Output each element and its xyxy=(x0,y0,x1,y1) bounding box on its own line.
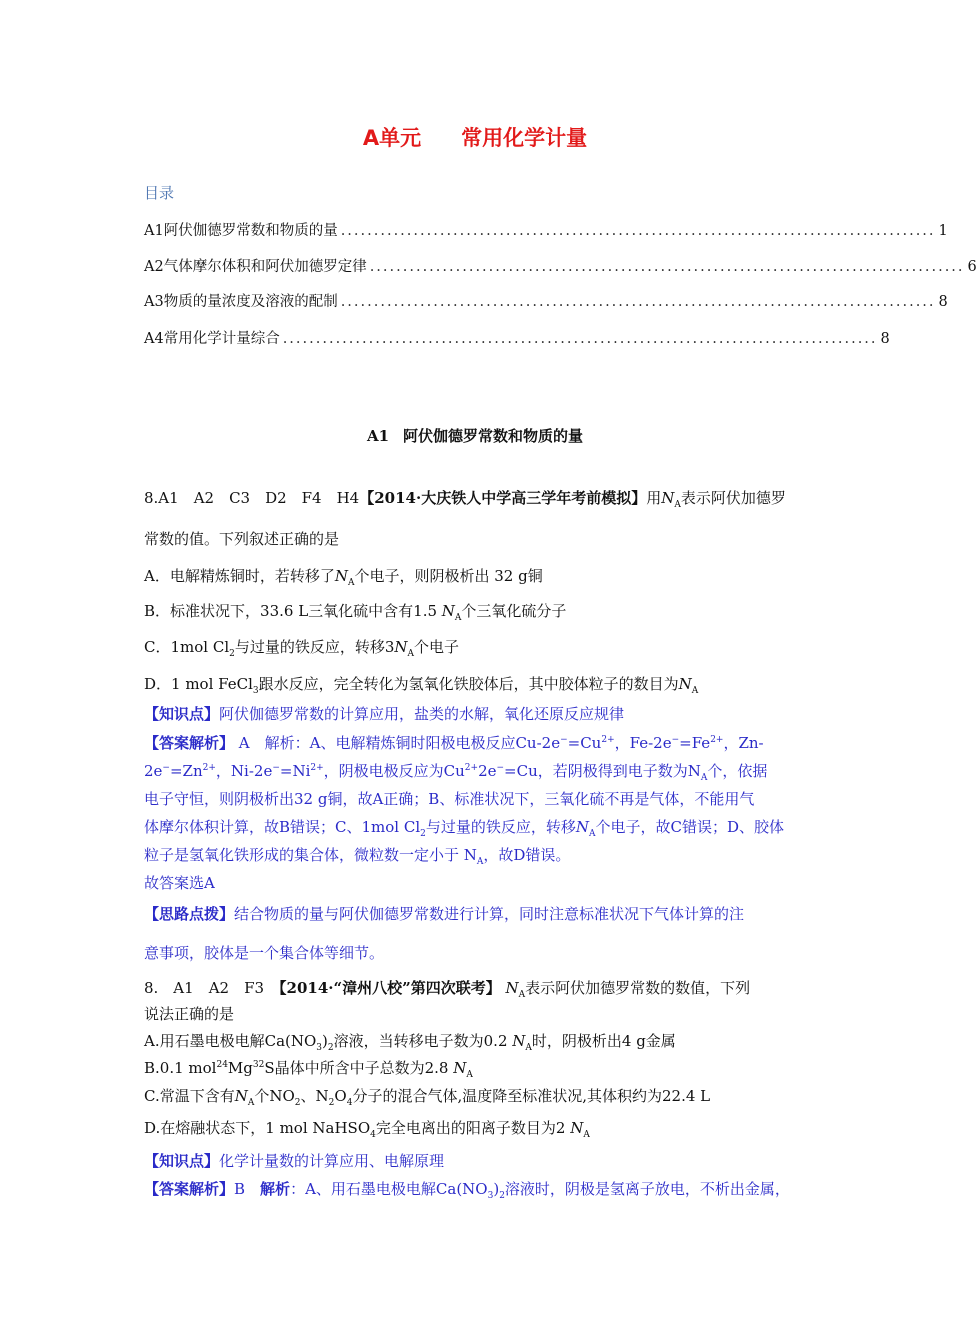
q2-opt-text: 时，阴极析出4 g金属 xyxy=(531,1032,676,1050)
q1-answer-line3: 电子守恒，则阴极析出32 g铜，故A正确；B、标准状况下，三氧化硫不再是气体，不能用气 xyxy=(144,790,755,808)
answer-text: 2e xyxy=(478,762,497,780)
q2-opt-text: 完全电离出的阳离子数目为2 xyxy=(375,1119,566,1137)
section-code: A1 xyxy=(366,427,390,445)
toc-heading[interactable]: 目录 xyxy=(144,184,175,202)
na-symbol: N xyxy=(575,818,590,836)
q2-opt-text: O xyxy=(334,1087,347,1105)
answer-text: =Cu xyxy=(567,734,602,752)
answer-text: A 解析：A、电解精炼铜时阳极电极反应Cu-2e xyxy=(234,734,561,752)
q2-opt-text: D.在熔融状态下，1 mol NaHSO xyxy=(144,1119,371,1137)
q2-codes: 8. A1 A2 F3 xyxy=(144,979,280,997)
answer-text: =Zn xyxy=(169,762,203,780)
q1-answer-line4: 体摩尔体积计算，故B错误；C、1mol $Cl_2$与过量的铁反应，转移$N_A$个电子，故C错误；D、胶体 xyxy=(144,818,785,839)
q2-opt-text: S晶体中所含中子总数为2.8 xyxy=(264,1059,449,1077)
answer-text: ，Zn- xyxy=(723,734,764,752)
q1-opt-b1: B．标准状况下，33.6 L三氧化硫中含有1.5 xyxy=(144,602,438,620)
toc-leader: .......................................................................................... xyxy=(369,259,965,275)
answer-text: 与过量的铁反应，转移 xyxy=(425,818,576,836)
answer-tag: 【答案解析】 xyxy=(144,1180,235,1198)
na-subscript: A xyxy=(347,578,355,588)
na-subscript: A xyxy=(247,1098,255,1108)
toc-item-code: A2 xyxy=(144,259,164,275)
q2-source: 【2014·“漳州八校”第四次联考】 xyxy=(279,979,501,997)
knowledge-text: 阿伏伽德罗常数的计算应用，盐类的水解，氧化还原反应规律 xyxy=(219,705,625,723)
toc-item-a1[interactable] xyxy=(144,219,948,240)
q2-opt-text: ) xyxy=(322,1032,328,1050)
na-symbol: N xyxy=(234,1087,248,1105)
q2-opt-text: 分子的混合气体,温度降至标准状况,其体积约为22.4 L xyxy=(352,1087,711,1105)
q1-answer-line1: 【答案解析】 A 解析：A、电解精炼铜时阳极电极反应$Cu-2e^-=Cu^{2+}$，$Fe-2e^-=Fe^{2+}$，Zn- xyxy=(144,734,764,752)
title-unit: A单元 xyxy=(362,126,422,150)
answer-text: =Fe xyxy=(679,734,711,752)
q1-option-c: C．1mol $Cl_2$与过量的铁反应，转移$3N_A$个电子 xyxy=(144,638,460,659)
na-symbol: N xyxy=(505,979,519,997)
answer-text: ，阴极电极反应为Cu xyxy=(323,762,465,780)
q2-answer-line1: 【答案解析】B 解析：A、用石墨电极电解$Ca(NO_3)_2$溶液时，阴极是氢离子放电，不析出金属， xyxy=(144,1180,790,1201)
q1-stem-b: 表示阿伏加德罗 xyxy=(680,489,786,507)
q1-option-b xyxy=(144,600,566,623)
answer-text: ，Fe-2e xyxy=(614,734,672,752)
answer-text: ) xyxy=(493,1180,500,1198)
q2-opt-text: A.用石墨电极电解Ca(NO xyxy=(144,1032,317,1050)
q2-knowledge-point xyxy=(144,1150,444,1171)
answer-text: 2e xyxy=(144,762,163,780)
q1-stem-line2: 常数的值。下列叙述正确的是 xyxy=(144,530,340,548)
na-subscript: A xyxy=(674,500,681,510)
na-symbol: N xyxy=(661,489,675,507)
answer-text: 体摩尔体积计算，故B错误；C、1mol Cl xyxy=(144,818,421,836)
q2-stem-line2: 说法正确的是 xyxy=(144,1005,235,1023)
answer-text: B xyxy=(234,1180,261,1198)
page-title xyxy=(0,122,950,152)
toc-item-page: 6 xyxy=(967,259,977,275)
q2-option-b xyxy=(144,1057,473,1080)
toc-leader: .......................................................................................... xyxy=(282,331,878,347)
answer-text: ，Ni-2e xyxy=(215,762,273,780)
q2-option-a: A.用石墨电极电解$Ca(NO_3)_2$溶液，当转移电子数为0.2 $N_A$时，阴极析出4 g金属 xyxy=(144,1032,676,1053)
na-subscript: A xyxy=(525,1043,532,1053)
toc-item-code: A4 xyxy=(144,331,164,347)
na-subscript: A xyxy=(583,1130,590,1140)
na-symbol: N xyxy=(394,638,408,656)
q2-opt-text: 溶液，当转移电子数为0.2 xyxy=(333,1032,508,1050)
answer-text: ，故D错误。 xyxy=(483,846,571,864)
na-subscript: A xyxy=(454,613,462,623)
tip-text: 结合物质的量与阿伏伽德罗常数进行计算，同时注意标准状况下气体计算的注 xyxy=(234,905,745,923)
q1-answer-line5: 粒子是氢氧化铁形成的集合体，微粒数一定小于 $N_A$，故D错误。 xyxy=(144,846,571,867)
q2-stem-line1 xyxy=(144,977,750,1000)
q1-opt-c2: 与过量的铁反应，转移3 xyxy=(234,638,395,656)
na-symbol: N xyxy=(334,567,348,585)
section-title: 阿伏伽德罗常数和物质的量 xyxy=(403,427,584,445)
toc-leader: .......................................................................................... xyxy=(340,294,936,310)
q1-opt-c3: 个电子 xyxy=(414,638,460,656)
q1-source: 【2014·大庆铁人中学高三学年考前模拟】 xyxy=(359,489,647,507)
q2-opt-text: 、N xyxy=(300,1087,329,1105)
q1-knowledge-point xyxy=(144,703,624,724)
toc-item-title: 阿伏伽德罗常数和物质的量 xyxy=(163,223,338,239)
q1-opt-c1: C．1mol Cl xyxy=(144,638,230,656)
answer-text: =Ni xyxy=(279,762,311,780)
answer-text: =Cu，若阴极得到电子数为N xyxy=(504,762,701,780)
toc-item-code: A3 xyxy=(144,294,164,310)
answer-text: ：A、用石墨电极电解Ca(NO xyxy=(290,1180,488,1198)
q1-opt-d1: D．1 mol FeCl xyxy=(144,675,253,693)
section-heading xyxy=(0,425,950,446)
q1-answer-conclusion: 故答案选A xyxy=(144,874,215,892)
toc-item-a4[interactable] xyxy=(144,327,890,348)
q1-opt-d2: 跟水反应，完全转化为氢氧化铁胶体后，其中胶体粒子的数目为 xyxy=(258,675,679,693)
q1-opt-a1: A．电解精炼铜时，若转移了 xyxy=(144,567,335,585)
toc-leader: .......................................................................................... xyxy=(340,223,936,239)
na-subscript: A xyxy=(518,990,526,1000)
knowledge-text: 化学计量数的计算应用、电解原理 xyxy=(219,1152,445,1170)
q1-option-a xyxy=(144,565,543,588)
q1-opt-a2: 个电子，则阴极析出 32 g铜 xyxy=(354,567,543,585)
q2-opt-text: C.常温下含有 xyxy=(144,1087,235,1105)
q2-opt-text: B.0.1 mol xyxy=(144,1059,217,1077)
toc-item-page: 1 xyxy=(938,223,948,239)
na-symbol: N xyxy=(441,602,455,620)
toc-item-a3[interactable] xyxy=(144,290,948,311)
q1-answer-line2: $2e^-=Zn^{2+}$，$Ni-2e^-=Ni^{2+}$，阴极电极反应为$Cu^{2+}2e^-=Cu$，若阴极得到电子数为$N_A$个，依据 xyxy=(144,762,768,783)
q2-stem-b: 表示阿伏加德罗常数的数值，下列 xyxy=(525,979,751,997)
answer-text: 解析 xyxy=(260,1180,291,1198)
tip-tag: 【思路点拨】 xyxy=(144,905,235,923)
na-symbol: N xyxy=(678,675,692,693)
na-subscript: A xyxy=(589,829,596,839)
na-symbol: N xyxy=(570,1119,584,1137)
q2-opt-text: 个NO xyxy=(254,1087,295,1105)
answer-text: 个，依据 xyxy=(707,762,768,780)
toc-item-code: A1 xyxy=(144,223,164,239)
q2-opt-text: 32 xyxy=(252,1060,265,1070)
knowledge-tag: 【知识点】 xyxy=(144,1152,220,1170)
q1-option-d: D．1 mol FeCl$_3$跟水反应，完全转化为氢氧化铁胶体后，其中胶体粒子的数目为$N_A$ xyxy=(144,675,699,696)
toc-item-page: 8 xyxy=(880,331,890,347)
answer-text: 个电子，故C错误；D、胶体 xyxy=(595,818,785,836)
toc-item-title: 常用化学计量综合 xyxy=(163,331,280,347)
answer-tag: 【答案解析】 xyxy=(144,734,235,752)
q1-tip-line1 xyxy=(144,903,744,924)
na-subscript: A xyxy=(691,686,699,696)
q1-stem-a: 用 xyxy=(646,489,662,507)
answer-text: 溶液时，阴极是氢离子放电，不析出金属， xyxy=(504,1180,790,1198)
na-symbol: N xyxy=(512,1032,526,1050)
na-subscript: A xyxy=(407,649,415,659)
q1-opt-b2: 个三氧化硫分子 xyxy=(461,602,567,620)
knowledge-tag: 【知识点】 xyxy=(144,705,220,723)
q1-tip-line2: 意事项，胶体是一个集合体等细节。 xyxy=(144,944,385,962)
q2-option-d: D.在熔融状态下，1 mol NaHSO$_4$完全电离出的阳离子数目为2 $N_A$ xyxy=(144,1119,590,1140)
toc-item-a2[interactable] xyxy=(144,255,977,276)
na-symbol: N xyxy=(453,1059,467,1077)
q2-opt-text: 24 xyxy=(216,1060,228,1070)
toc-item-page: 8 xyxy=(938,294,948,310)
toc-item-title: 气体摩尔体积和阿伏加德罗定律 xyxy=(163,259,367,275)
answer-text: 粒子是氢氧化铁形成的集合体，微粒数一定小于 N xyxy=(144,846,477,864)
q2-option-c: C.常温下含有$N_A$个$NO_2$、$N_2O_4$分子的混合气体,温度降至标准状况,其体积约为22.4 L xyxy=(144,1087,711,1108)
toc-item-title: 物质的量浓度及溶液的配制 xyxy=(163,294,338,310)
q1-stem-line1 xyxy=(144,487,786,510)
title-name: 常用化学计量 xyxy=(461,126,588,150)
q1-codes: 8.A1 A2 C3 D2 F4 H4 xyxy=(144,489,360,507)
q2-opt-text: Mg xyxy=(227,1059,253,1077)
na-subscript: A xyxy=(466,1070,473,1080)
